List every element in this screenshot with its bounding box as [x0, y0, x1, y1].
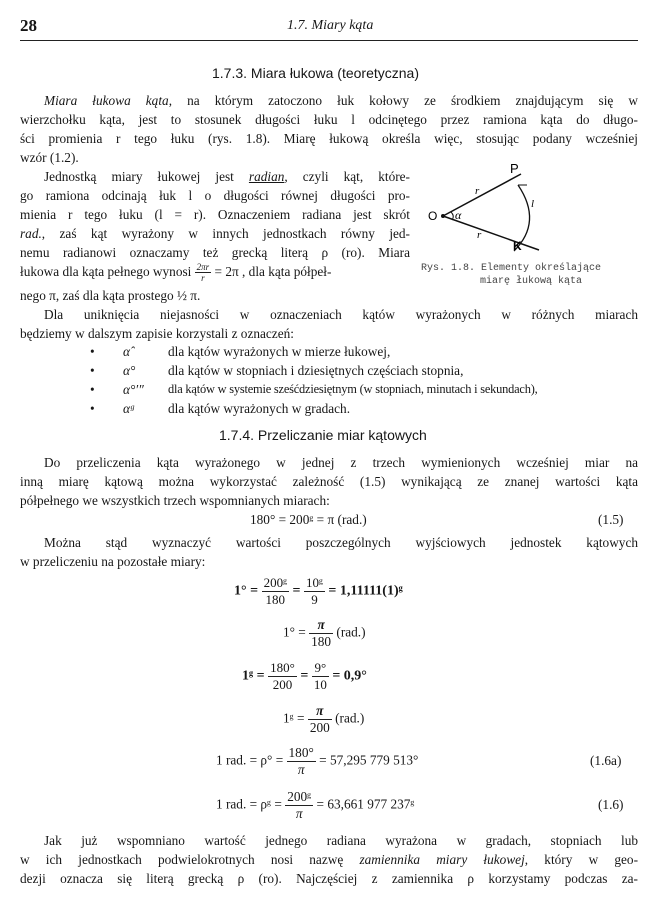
label-o: O	[428, 209, 438, 223]
equation-grad-to-rad: 1ᵍ = $\frac{\pi}{200}$ (rad.)	[283, 703, 365, 735]
paragraph-4: Do przeliczenia kąta wyrażonego w jednej z trzech wymienionych wcześniej miar na inną miarę kątową można wykorzystać zależność (1.5) wynikającą ze znanej wartości kąta półpełnego we wszystkich trzech wspomnianych miarach:	[20, 455, 638, 508]
list-item: • α°′″ dla kątów w systemie sześćdziesiętnym (w stopniach, minutach i sekundach),	[90, 382, 538, 397]
term-miara-lukowa: Miara łukowa kąta	[44, 93, 169, 108]
equation-degree-to-rad: 1° = $\frac{\pi}{180}$ (rad.)	[283, 617, 366, 649]
label-r-top: r	[475, 185, 480, 197]
equation-degree-to-grad: 1° = $\frac{\text{200ᵍ}}{180}$ = $\frac{\text{10ᵍ}}{9}$ = 1,11111(1)ᵍ	[234, 575, 403, 607]
header-rule	[20, 40, 638, 41]
equation-1-6a: 1 rad. = ρ° = $\frac{180^\circ}{\pi}$ = 57,295 779 513°	[216, 745, 419, 777]
label-p: P	[510, 161, 519, 176]
equation-1-5: 180° = 200ᵍ = π (rad.)	[250, 512, 367, 527]
label-alpha: α	[455, 208, 462, 222]
equation-number-1-6a: (1.6a)	[590, 753, 622, 768]
figure-caption: Rys. 1.8. Elementy określające miarę łukową kąta	[421, 263, 602, 287]
vertex-o	[441, 214, 445, 218]
page-number: 28	[20, 16, 37, 35]
figure-angle-diagram	[415, 152, 640, 264]
running-header: 1.7. Miary kąta	[287, 18, 374, 33]
equation-grad-to-degree: 1ᵍ = $\frac{180^\circ}{200}$ = $\frac{9^\circ}{10}$ = 0,9°	[242, 660, 367, 692]
paragraph-5: Można stąd wyznaczyć wartości poszczególnych wyjściowych jednostek kątowych w przeliczeniu na pozostałe miary:	[20, 535, 638, 569]
paragraph-3: Dla uniknięcia niejasności w oznaczeniach kątów wyrażonych w różnych miarach będziemy w dalszym zapisie korzystali z oznaczeń:	[20, 307, 638, 341]
equation-1-6: 1 rad. = ρᵍ = $\frac{\text{200ᵍ}}{\pi}$ = 63,661 977 237ᵍ	[216, 789, 415, 821]
label-k: K	[513, 239, 522, 253]
list-item: • α° dla kątów w stopniach i dziesiętnych częściach stopnia,	[90, 363, 464, 378]
paragraph-6: Jak już wspomniano wartość jednego radiana wyrażona w gradach, stopniach lub w ich jednostkach podwielokrotnych nosi nazwę zamiennika miary łukowej, który w geo- dezji oznacza się literą grecką ρ (ro). Najczęściej z zamiennika ρ korzystamy podczas za-	[20, 833, 638, 886]
equation-number-1-6: (1.6)	[598, 797, 624, 812]
list-item: • αᵍ dla kątów wyrażonych w gradach.	[90, 401, 351, 416]
equation-number-1-5: (1.5)	[598, 512, 624, 527]
paragraph-2: Jednostką miary łukowej jest radian, czyli kąt, które- go ramiona odcinają łuk l o długości równej długości pro- mienia r tego łuku (l = r). Oznaczeniem radiana jest skrót rad., zaś kąt wyrażony w innych jednostkach równy jed- nemu radianowi oznaczamy też grecką literą ρ (ro). Miara łukowa dla kąta pełnego wynosi $\frac{2\pi r}{r}$ = 2π , dla kąta półpeł- nego π, zaś dla kąta prostego ½ π.	[20, 169, 410, 304]
term-radian: radian	[248, 169, 285, 184]
term-zamiennik: zamiennika miary łukowej	[359, 852, 525, 867]
list-item: • α̂ dla kątów wyrażonych w mierze łukowej,	[90, 344, 391, 359]
section-title-174: 1.7.4. Przeliczanie miar kątowych	[219, 427, 427, 443]
paragraph-1: Miara łukowa kąta, na którym zatoczono łuk kołowy ze środkiem znajdującym się w wierzchołku kąta, jest to stosunek długości łuku l odcinętego przez ramiona kąta do długo- ści promienia r tego łuku (rys. 1.8). Miarę łukową określa więc, stosując podany wcześniej wzór (1.2).	[20, 93, 638, 165]
label-r-bottom: r	[477, 229, 482, 241]
section-title-173: 1.7.3. Miara łukowa (teoretyczna)	[212, 65, 419, 81]
label-l: l	[531, 198, 535, 210]
